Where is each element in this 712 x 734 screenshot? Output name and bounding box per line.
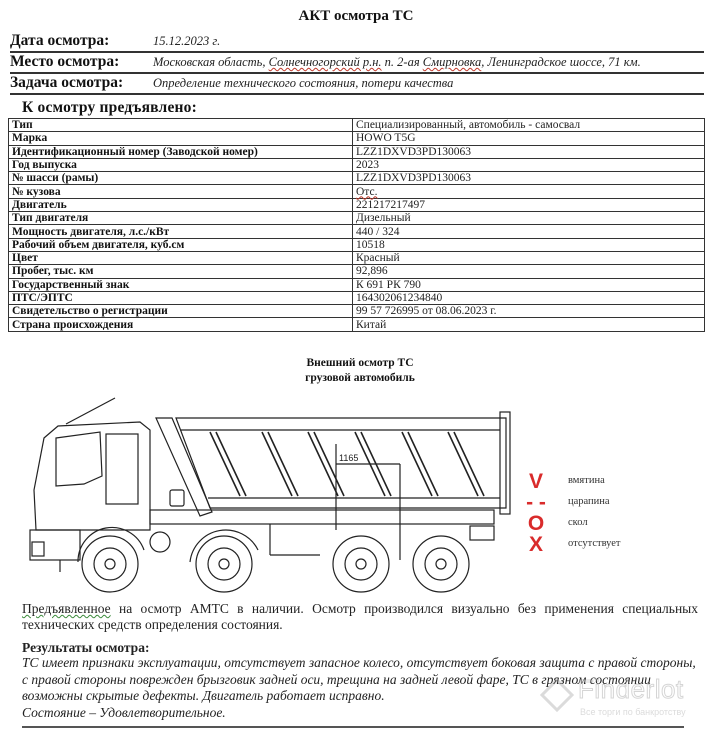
spec-value: 221217217497 bbox=[353, 198, 705, 211]
spec-row bbox=[9, 225, 705, 238]
inspection-place-label: Место осмотра: bbox=[10, 53, 120, 70]
spec-key: Страна происхождения bbox=[9, 318, 353, 331]
spec-key: Тип bbox=[9, 119, 353, 132]
results-condition: Состояние – Удовлетворительное. bbox=[22, 704, 226, 720]
legend-label: царапина bbox=[568, 496, 610, 507]
inspection-task-row bbox=[10, 74, 704, 95]
spec-key: Рабочий объем двигателя, куб.см bbox=[9, 238, 353, 251]
place-part: Солнечногорский р.н. bbox=[268, 55, 382, 69]
spec-row bbox=[9, 291, 705, 304]
tailgate bbox=[500, 412, 510, 514]
dimension-label: 1165 bbox=[339, 453, 359, 463]
legend-label: скол bbox=[568, 517, 588, 528]
exterior-title-line2: грузовой автомобиль bbox=[305, 372, 415, 384]
dent-mark-icon: V bbox=[528, 470, 543, 493]
spec-key: Марка bbox=[9, 132, 353, 145]
watermark-brand: Finderlot bbox=[578, 674, 684, 704]
spec-key: Пробег, тыс. км bbox=[9, 265, 353, 278]
inspection-task-label: Задача осмотра: bbox=[10, 74, 124, 91]
spec-key: Государственный знак bbox=[9, 278, 353, 291]
wheel bbox=[78, 527, 144, 592]
place-part: Смирновка bbox=[422, 55, 482, 69]
spec-value: К 691 РК 790 bbox=[353, 278, 705, 291]
wheel bbox=[190, 530, 258, 592]
spec-row bbox=[9, 238, 705, 251]
spec-row bbox=[9, 278, 705, 291]
results-body bbox=[22, 655, 702, 721]
watermark-tagline: Все торги по банкротству bbox=[580, 707, 686, 717]
spec-value: 440 / 324 bbox=[353, 225, 705, 238]
bottom-divider bbox=[22, 726, 684, 728]
legend-label: отсутствует bbox=[568, 538, 621, 549]
exterior-inspection-title bbox=[200, 356, 520, 386]
document-title: АКТ осмотра ТС bbox=[298, 8, 414, 24]
cab-window bbox=[56, 432, 102, 486]
place-part: , Ленинградское шоссе, 71 км. bbox=[481, 55, 641, 69]
wheel bbox=[333, 536, 389, 592]
spec-key: Свидетельство о регистрации bbox=[9, 305, 353, 318]
spec-row bbox=[9, 185, 705, 198]
spec-row bbox=[9, 265, 705, 278]
results-heading: Результаты осмотра: bbox=[22, 640, 150, 655]
availability-first-word: Предъявленное bbox=[22, 601, 111, 616]
spec-row bbox=[9, 305, 705, 318]
dump-body bbox=[176, 418, 506, 508]
wheel bbox=[413, 536, 469, 592]
legend-label: вмятина bbox=[568, 475, 605, 486]
spec-value: HOWO T5G bbox=[353, 132, 705, 145]
spec-row bbox=[9, 318, 705, 331]
cab-door bbox=[106, 434, 138, 504]
spec-value: Специализированный, автомобиль - самосвал bbox=[353, 119, 705, 132]
presented-heading: К осмотру предъявлено: bbox=[22, 99, 197, 116]
missing-mark-icon: X bbox=[528, 533, 543, 556]
spec-key: Двигатель bbox=[9, 198, 353, 211]
rear-bumper bbox=[470, 526, 494, 540]
spec-key: ПТС/ЭПТС bbox=[9, 291, 353, 304]
spec-row bbox=[9, 158, 705, 171]
spec-value: 99 57 726995 от 08.06.2023 г. bbox=[353, 305, 705, 318]
inspection-date-row bbox=[10, 32, 704, 53]
results-text: ТС имеет признаки эксплуатации, отсутствует запасное колесо, отсутствует боковая защита с правой стороны, с правой стороны поврежден брызговик задней оси, трещина на задней левой фаре, ТС в грязном состоянии возможны скрытые дефекты. Двигатель работает исправно. bbox=[22, 655, 696, 703]
spec-key: № кузова bbox=[9, 185, 353, 198]
spec-value: Отс. bbox=[353, 185, 705, 198]
inspection-place-value bbox=[153, 55, 641, 70]
place-part: п. 2-ая bbox=[381, 55, 423, 69]
spec-value: 10518 bbox=[353, 238, 705, 251]
spec-value: Красный bbox=[353, 251, 705, 264]
inspection-task-value: Определение технического состояния, потери качества bbox=[153, 76, 454, 90]
spec-key: Тип двигателя bbox=[9, 212, 353, 225]
place-part: Московская область, bbox=[153, 55, 269, 69]
spec-key: Цвет bbox=[9, 251, 353, 264]
mirror-arm bbox=[66, 398, 115, 424]
truck-cab bbox=[34, 422, 150, 530]
vehicle-spec-table bbox=[8, 118, 705, 332]
spec-row bbox=[9, 172, 705, 185]
dump-truck-diagram bbox=[0, 390, 520, 600]
headlight bbox=[32, 542, 44, 556]
spec-row bbox=[9, 251, 705, 264]
spec-value: Китай bbox=[353, 318, 705, 331]
spec-row bbox=[9, 145, 705, 158]
chip-mark-icon: O bbox=[527, 512, 545, 535]
spec-row bbox=[9, 119, 705, 132]
spec-value: 164302061234840 bbox=[353, 291, 705, 304]
spec-value: 92,896 bbox=[353, 265, 705, 278]
spec-key: № шасси (рамы) bbox=[9, 172, 353, 185]
spec-value: Дизельный bbox=[353, 212, 705, 225]
spec-row bbox=[9, 212, 705, 225]
inspection-date-label: Дата осмотра: bbox=[10, 32, 110, 49]
spec-value: LZZ1DXVD3PD130063 bbox=[353, 145, 705, 158]
spec-key: Мощность двигателя, л.с./кВт bbox=[9, 225, 353, 238]
scratch-mark-icon: - - bbox=[526, 491, 546, 514]
fuel-tank bbox=[150, 532, 170, 552]
availability-note bbox=[22, 601, 698, 633]
inspection-place-row bbox=[10, 53, 704, 74]
spec-key: Идентификационный номер (Заводской номер) bbox=[9, 145, 353, 158]
lift-cylinder bbox=[170, 490, 184, 506]
spec-value: LZZ1DXVD3PD130063 bbox=[353, 172, 705, 185]
spec-row bbox=[9, 198, 705, 211]
inspection-date-value: 15.12.2023 г. bbox=[153, 34, 221, 48]
exterior-title-line1: Внешний осмотр ТС bbox=[306, 357, 414, 369]
spec-row bbox=[9, 132, 705, 145]
availability-text: на осмотр АМТС в наличии. Осмотр производился визуально без применения специальных технических средств определения состояния. bbox=[22, 601, 698, 632]
spec-key: Год выпуска bbox=[9, 158, 353, 171]
spec-value: 2023 bbox=[353, 158, 705, 171]
chassis-frame bbox=[150, 510, 494, 524]
